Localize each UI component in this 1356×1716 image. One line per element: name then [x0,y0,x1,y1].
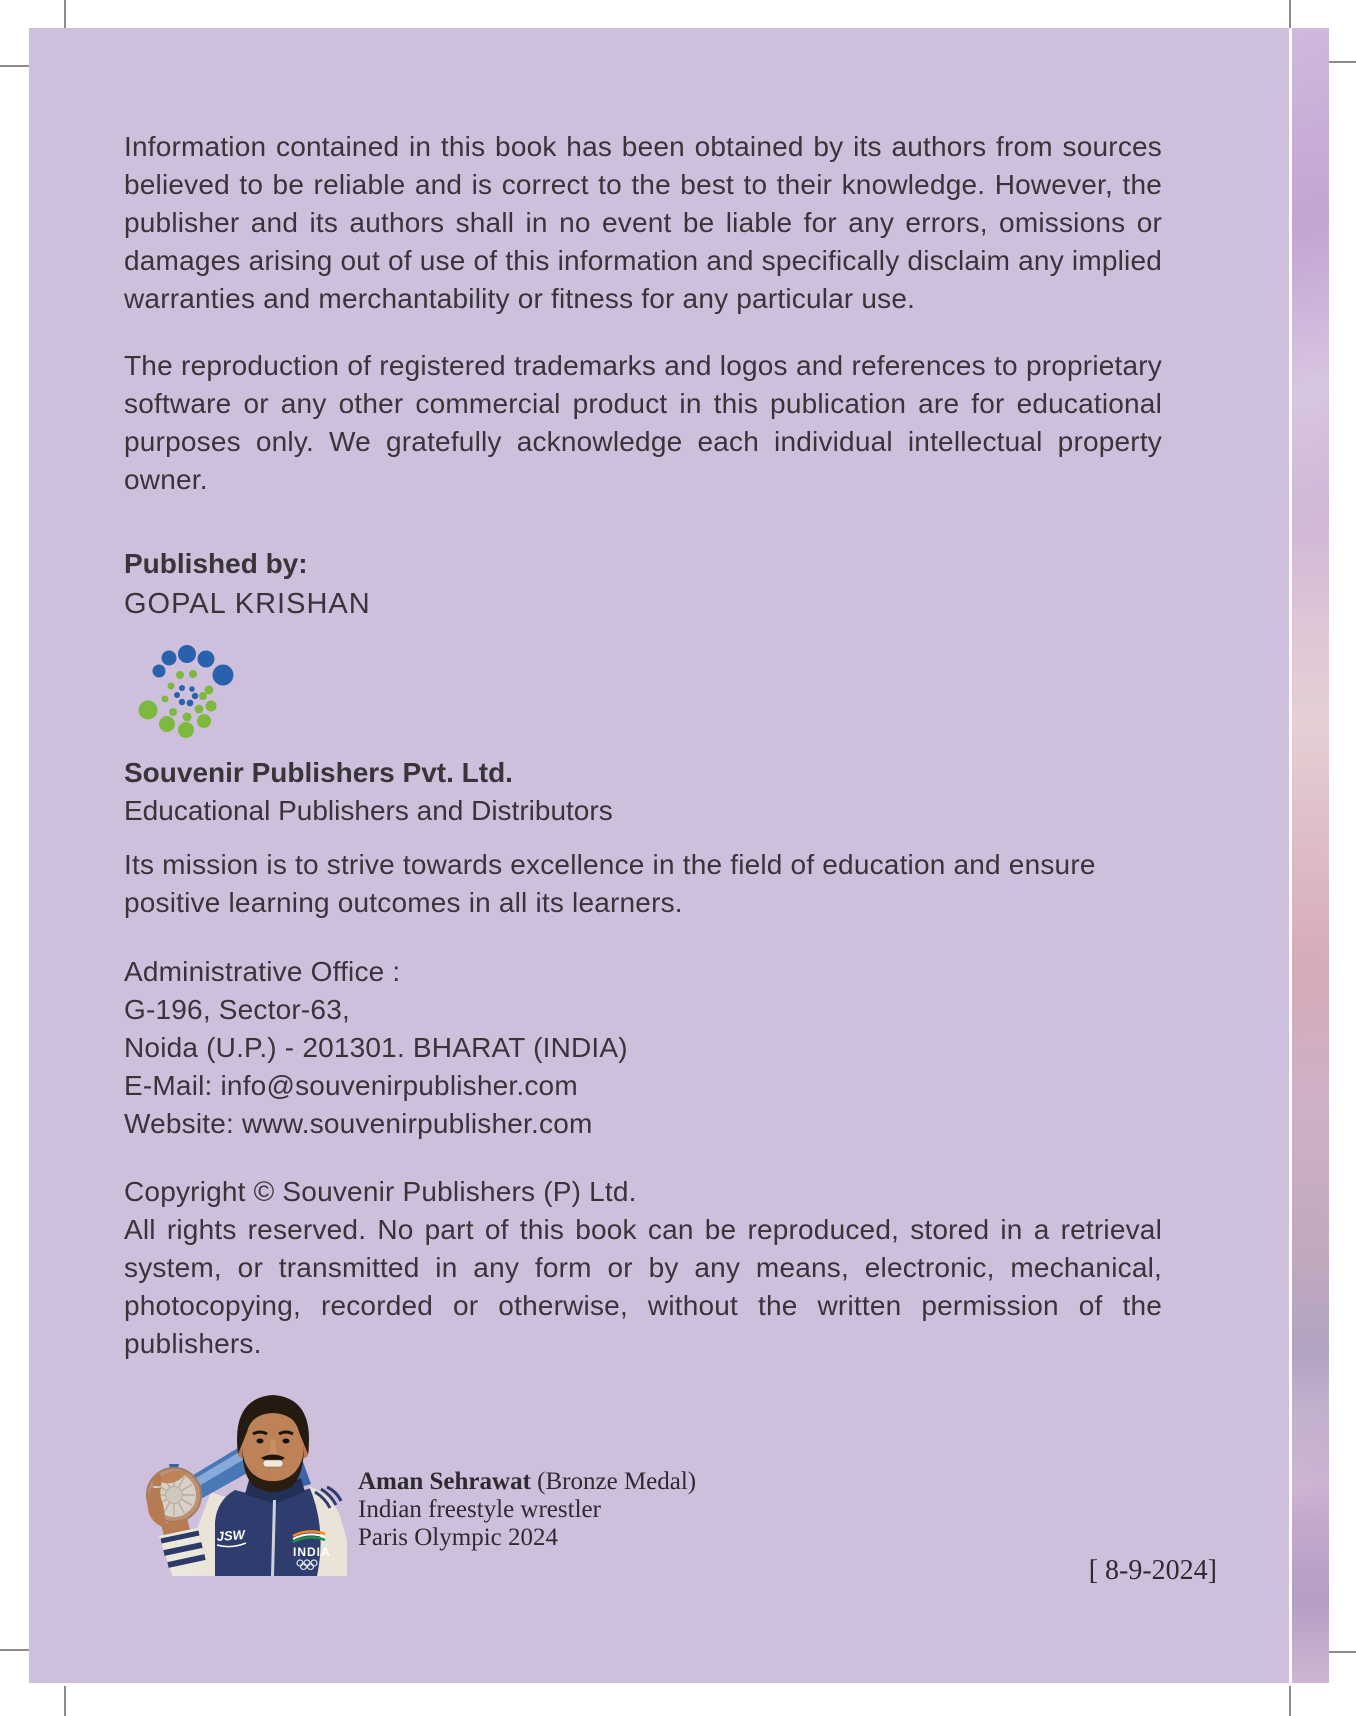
admin-email-line: E-Mail: info@souvenirpublisher.com [124,1070,578,1101]
trademark-paragraph: The reproduction of registered trademarks and logos and references to proprietary software or any other commercial product in this publication are for educational purposes only. We gratefully acknowledge each individual intellectual property owner. [124,350,1162,495]
athlete-medal-note: (Bronze Medal) [530,1468,697,1495]
jsw-logo-text: JSW [216,1527,246,1544]
crop-mark-bottom-left-h [0,1649,29,1651]
copyright-paragraph: All rights reserved. No part of this book can be reproduced, stored in a retrieval system, or transmitted in any form or by any means, electronic, mechanical, photocopying, recorded or otherwise, without the written permission of the publishers. [124,1214,1162,1359]
adjacent-page-photo-edge [1292,28,1329,1683]
admin-website-line: Website: www.souvenirpublisher.com [124,1108,593,1139]
page-content [29,28,1289,1363]
page-body [29,28,1289,1683]
athlete-caption [358,1468,696,1552]
admin-address-line2: Noida (U.P.) - 201301. BHARAT (INDIA) [124,1032,628,1063]
crop-mark-top-left-h [0,65,29,67]
date-stamp: [ 8-9-2024] [1088,1555,1217,1586]
crop-mark-top-left-v [64,0,66,28]
athlete-caption-line2: Indian freestyle wrestler [358,1496,601,1523]
company-name: Souvenir Publishers Pvt. Ltd. [124,757,513,788]
india-jacket-text: INDIA [293,1545,331,1559]
athlete-caption-line1 [358,1468,696,1496]
admin-office-block [124,953,1162,1143]
disclaimer-paragraph: Information contained in this book has been obtained by its authors from sources believed to be reliable and is correct to the best to their knowledge. However, the publisher and its authors shall in no event be liable for any errors, omissions or damages arising out of use of this information and specifically disclaim any implied warranties and merchantability or fitness for any particular use. [124,131,1162,314]
company-mission: Its mission is to strive towards excellence in the field of education and ensure positive learning outcomes in all its learners. [124,849,1096,918]
copyright-owner-line: Copyright © Souvenir Publishers (P) Ltd. [124,1176,637,1207]
published-by-label: Published by: [124,548,308,579]
admin-address-line1: G-196, Sector-63, [124,994,350,1025]
admin-office-heading: Administrative Office : [124,956,401,987]
athlete-caption-line3: Paris Olympic 2024 [358,1524,558,1551]
crop-mark-top-right-h [1327,61,1356,63]
aman-sehrawat-photo [133,1388,347,1576]
crop-mark-top-right-v [1289,0,1291,28]
athlete-name: Aman Sehrawat [358,1468,531,1495]
crop-mark-bottom-left-v [64,1686,66,1716]
crop-mark-bottom-right-v [1289,1686,1291,1716]
crop-mark-bottom-right-h [1327,1651,1356,1653]
publisher-person-name: GOPAL KRISHAN [124,588,371,620]
souvenir-publishers-logo-icon [120,633,250,753]
company-tagline: Educational Publishers and Distributors [124,795,613,826]
